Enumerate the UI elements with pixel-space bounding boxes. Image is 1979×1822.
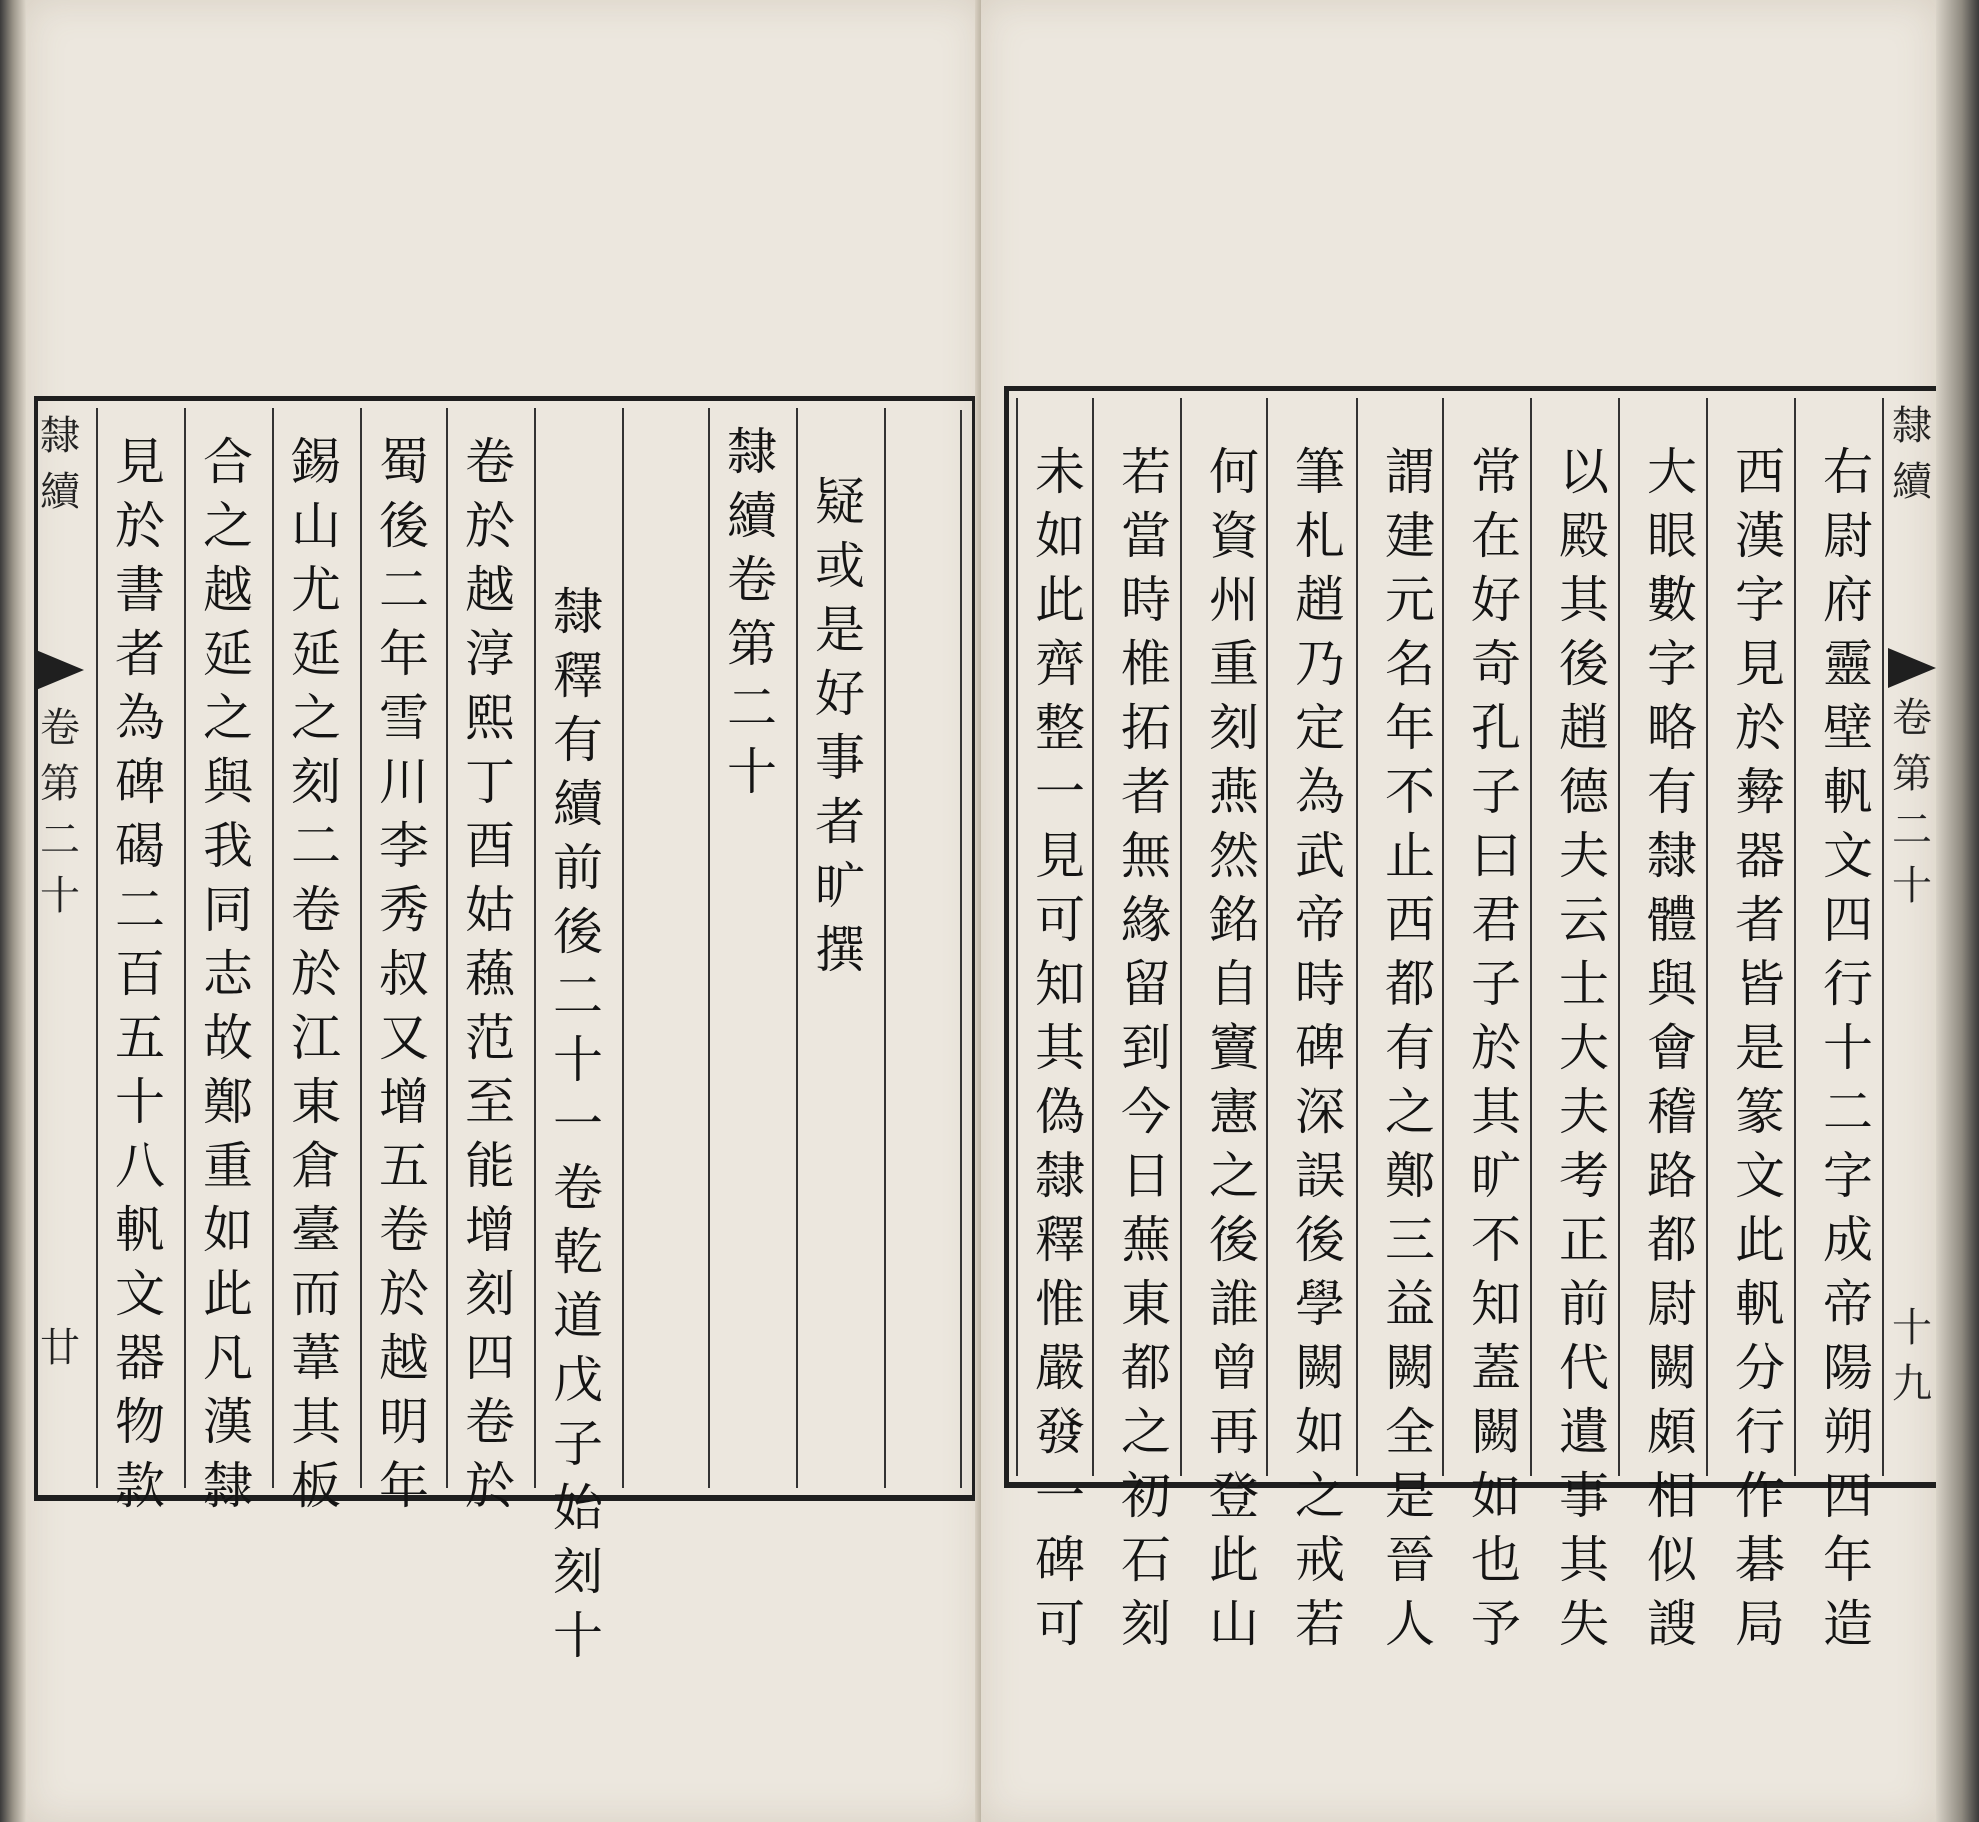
right-text-column: 大眼數字略有隸體與會稽路都尉闕頗相似謏 [1647,443,1697,1653]
right-text-column: 常在好奇孔子曰君子於其旷不知蓋闕如也予 [1471,443,1521,1653]
right-column-rule [1092,398,1094,1476]
right-column-rule [1706,398,1708,1476]
right-column-rule [1442,398,1444,1476]
left-text-column: 錫山尤延之刻二卷於江東倉臺而葦其板 [291,433,341,1515]
left-margin-volume: 卷第二十 [40,705,80,919]
left-text-column: 合之越延之與我同志故鄭重如此凡漢隸 [203,433,253,1515]
right-text-column: 未如此齊整一見可知其偽隸釋惟嚴發一碑可 [1035,443,1085,1653]
left-column-rule [534,408,536,1488]
left-column-rule [884,408,886,1488]
right-column-rule [1180,398,1182,1476]
right-text-column: 若當時椎拓者無緣留到今日蕪東都之初石刻 [1121,443,1171,1653]
right-text-column: 右尉府靈壁軓文四行十二字成帝陽朔四年造 [1823,443,1873,1653]
left-column-rule [446,408,448,1488]
right-column-rule [1530,398,1532,1476]
book-edge-left [0,0,26,1822]
right-column-rule [1266,398,1268,1476]
left-column-rule [272,408,274,1488]
left-margin-page: 廿 [40,1325,80,1371]
right-text-column: 謂建元名年不止西都有之鄭三益闕全是晉人 [1385,443,1435,1653]
right-margin-volume: 卷第二十 [1892,695,1932,909]
left-margin-title: 隸續 [40,413,80,515]
right-margin-page: 十九 [1892,1305,1932,1407]
right-text-column: 以殿其後趙德夫云士大夫考正前代遺事其失 [1559,443,1609,1653]
right-margin-title: 隸續 [1892,403,1932,505]
left-text-column: 隸釋有續前後二十一卷乾道戊子始刻十 [553,583,603,1665]
left-column-rule [708,408,710,1488]
right-frame-inner-left [1016,398,1018,1476]
left-chapter-heading: 隸續卷第二十 [727,423,777,801]
right-text-column: 筆札趙乃定為武帝時碑深誤後學闕如之戒若 [1295,443,1345,1653]
left-column-rule [796,408,798,1488]
left-fishtail [36,650,84,690]
left-text-column: 見於書者為碑碣二百五十八軓文器物款 [115,433,165,1515]
left-text-column: 疑或是好事者旷撰 [815,473,865,979]
left-column-rule [96,408,98,1488]
left-column-rule [622,408,624,1488]
right-frame-top [1004,386,1936,391]
right-column-rule [1794,398,1796,1476]
right-column-rule [1618,398,1620,1476]
book-edge-right [1936,0,1979,1822]
left-text-column: 卷於越淳熙丁酉姑蘓范至能增刻四卷於 [465,433,515,1515]
left-column-rule [360,408,362,1488]
right-fishtail [1888,648,1936,688]
right-column-rule [1882,398,1884,1476]
left-frame-inner-right [960,410,962,1488]
left-frame-top [34,396,976,401]
right-text-column: 西漢字見於彜器者皆是篆文此軓分行作碁局 [1735,443,1785,1653]
right-text-column: 何資州重刻燕然銘自竇憲之後誰曾再登此山 [1209,443,1259,1653]
right-frame-left [1004,386,1009,1488]
left-column-rule [184,408,186,1488]
right-column-rule [1356,398,1358,1476]
left-text-column: 蜀後二年雪川李秀叔又增五卷於越明年 [379,433,429,1515]
